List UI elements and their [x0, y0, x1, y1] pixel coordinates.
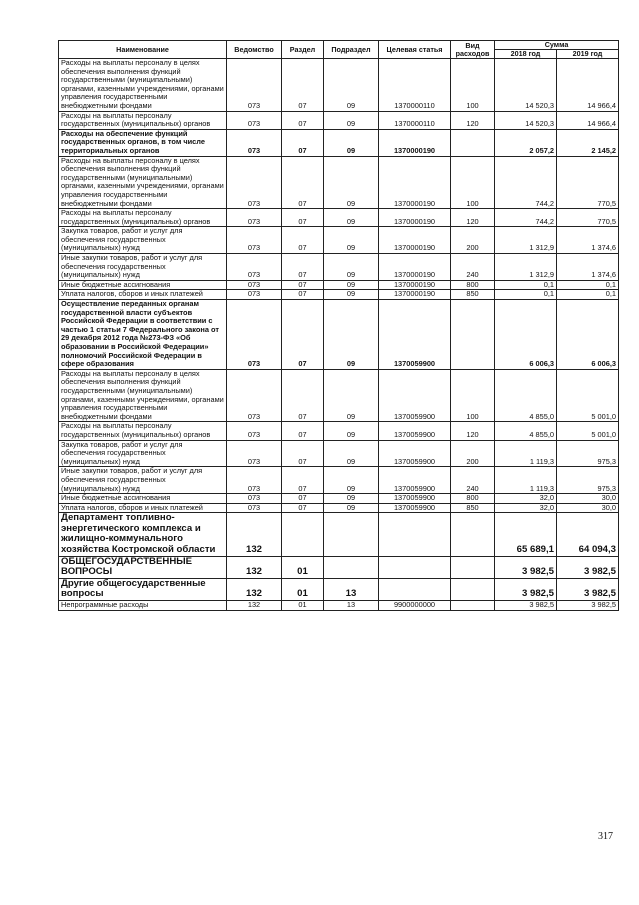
row-razdel	[282, 513, 324, 556]
row-sum-2019: 770,5	[557, 156, 619, 209]
row-razdel: 07	[282, 369, 324, 422]
table-row	[59, 369, 619, 422]
row-sum-2018: 1 312,9	[495, 227, 557, 254]
row-sum-2018: 14 520,3	[495, 59, 557, 112]
row-razdel: 07	[282, 503, 324, 513]
row-razdel: 07	[282, 156, 324, 209]
row-sum-2019: 0,1	[557, 290, 619, 300]
row-razdel: 07	[282, 440, 324, 467]
row-vid-rashodov: 240	[451, 254, 495, 281]
row-sum-2019: 30,0	[557, 503, 619, 513]
row-tselevaya-statya: 1370059900	[379, 369, 451, 422]
row-podrazdel: 09	[324, 422, 379, 440]
row-tselevaya-statya: 1370000190	[379, 227, 451, 254]
row-name: Иные закупки товаров, работ и услуг для обеспечения государственных (муниципальных) нужд	[59, 254, 227, 281]
row-name: Иные бюджетные ассигнования	[59, 494, 227, 504]
row-tselevaya-statya: 1370059900	[379, 300, 451, 370]
row-name: Расходы на выплаты персоналу в целях обеспечения выполнения функций государственными (муниципальными) органами, казенными учреждениями, органами управления государственными внебюджетными фондами	[59, 156, 227, 209]
row-vedomstvo: 073	[227, 369, 282, 422]
table-row	[59, 129, 619, 156]
row-podrazdel: 09	[324, 254, 379, 281]
row-vedomstvo: 073	[227, 467, 282, 494]
row-tselevaya-statya	[379, 513, 451, 556]
row-sum-2019: 3 982,5	[557, 556, 619, 578]
row-vid-rashodov: 240	[451, 467, 495, 494]
row-sum-2018: 2 057,2	[495, 129, 557, 156]
row-vid-rashodov: 200	[451, 227, 495, 254]
row-vedomstvo: 073	[227, 254, 282, 281]
row-name: Расходы на выплаты персоналу государственных (муниципальных) органов	[59, 111, 227, 129]
row-tselevaya-statya: 1370059900	[379, 467, 451, 494]
row-podrazdel	[324, 513, 379, 556]
row-podrazdel: 09	[324, 156, 379, 209]
row-podrazdel: 09	[324, 280, 379, 290]
row-sum-2018: 0,1	[495, 280, 557, 290]
row-sum-2018: 3 982,5	[495, 601, 557, 611]
table-row	[59, 254, 619, 281]
table-row	[59, 494, 619, 504]
row-podrazdel: 09	[324, 503, 379, 513]
row-sum-2018: 1 119,3	[495, 440, 557, 467]
table-row	[59, 156, 619, 209]
table-row	[59, 59, 619, 112]
row-sum-2019: 3 982,5	[557, 578, 619, 600]
row-vid-rashodov: 100	[451, 369, 495, 422]
row-sum-2019: 1 374,6	[557, 227, 619, 254]
row-vid-rashodov: 100	[451, 59, 495, 112]
row-sum-2018: 65 689,1	[495, 513, 557, 556]
row-name: Иные закупки товаров, работ и услуг для обеспечения государственных (муниципальных) нужд	[59, 467, 227, 494]
table-row	[59, 300, 619, 370]
row-tselevaya-statya: 1370000110	[379, 59, 451, 112]
row-razdel: 07	[282, 494, 324, 504]
row-tselevaya-statya	[379, 578, 451, 600]
header-vedomstvo: Ведомство	[227, 41, 282, 59]
row-name: Расходы на выплаты персоналу в целях обеспечения выполнения функций государственными (муниципальными) органами, казенными учреждениями, органами управления государственными внебюджетными фондами	[59, 59, 227, 112]
row-vid-rashodov	[451, 300, 495, 370]
row-vid-rashodov	[451, 601, 495, 611]
row-razdel: 07	[282, 227, 324, 254]
row-tselevaya-statya: 1370000110	[379, 111, 451, 129]
row-vid-rashodov: 850	[451, 503, 495, 513]
row-name: Расходы на обеспечение функций государственных органов, в том числе территориальных органов	[59, 129, 227, 156]
row-podrazdel: 09	[324, 440, 379, 467]
row-podrazdel: 13	[324, 578, 379, 600]
row-podrazdel	[324, 556, 379, 578]
row-name: Расходы на выплаты персоналу в целях обеспечения выполнения функций государственными (муниципальными) органами, казенными учреждениями, органами управления государственными внебюджетными фондами	[59, 369, 227, 422]
row-podrazdel: 09	[324, 59, 379, 112]
row-sum-2019: 5 001,0	[557, 422, 619, 440]
row-tselevaya-statya: 1370000190	[379, 290, 451, 300]
row-vid-rashodov: 800	[451, 494, 495, 504]
header-summa: Сумма	[495, 41, 619, 50]
row-tselevaya-statya: 1370000190	[379, 156, 451, 209]
header-vid-rashodov: Вид расходов	[451, 41, 495, 59]
header-podrazdel: Подраздел	[324, 41, 379, 59]
row-name: Осуществление переданных органам государственной власти субъектов Российской Федерации в соответствии с частью 1 статьи 7 Федерального закона от 29 декабря 2012 года №273-ФЗ «Об образовании в Российской Федерации» полномочий Российской Федерации в сфере образования	[59, 300, 227, 370]
row-tselevaya-statya: 1370059900	[379, 494, 451, 504]
row-name: Расходы на выплаты персоналу государственных (муниципальных) органов	[59, 422, 227, 440]
row-vid-rashodov: 120	[451, 422, 495, 440]
row-podrazdel: 09	[324, 227, 379, 254]
row-vedomstvo: 132	[227, 556, 282, 578]
row-vedomstvo: 073	[227, 422, 282, 440]
row-tselevaya-statya: 1370000190	[379, 280, 451, 290]
row-sum-2018: 4 855,0	[495, 422, 557, 440]
table-row	[59, 601, 619, 611]
table-row	[59, 227, 619, 254]
row-vid-rashodov: 800	[451, 280, 495, 290]
row-razdel: 07	[282, 129, 324, 156]
row-podrazdel: 09	[324, 209, 379, 227]
row-podrazdel: 09	[324, 369, 379, 422]
row-tselevaya-statya: 1370059900	[379, 422, 451, 440]
row-podrazdel: 09	[324, 467, 379, 494]
row-sum-2019: 14 966,4	[557, 111, 619, 129]
row-vid-rashodov: 850	[451, 290, 495, 300]
header-tselevaya-statya: Целевая статья	[379, 41, 451, 59]
row-vid-rashodov: 200	[451, 440, 495, 467]
row-sum-2018: 0,1	[495, 290, 557, 300]
row-vid-rashodov	[451, 578, 495, 600]
row-vedomstvo: 073	[227, 209, 282, 227]
row-vid-rashodov	[451, 513, 495, 556]
row-razdel: 07	[282, 467, 324, 494]
row-vedomstvo: 073	[227, 300, 282, 370]
row-sum-2019: 14 966,4	[557, 59, 619, 112]
row-podrazdel: 09	[324, 494, 379, 504]
row-name: Непрограммные расходы	[59, 601, 227, 611]
row-name: Департамент топливно-энергетического комплекса и жилищно-коммунального хозяйства Костромской области	[59, 513, 227, 556]
table-body	[59, 59, 619, 611]
header-2018: 2018 год	[495, 50, 557, 59]
row-sum-2018: 14 520,3	[495, 111, 557, 129]
row-vedomstvo: 073	[227, 290, 282, 300]
row-name: Расходы на выплаты персоналу государственных (муниципальных) органов	[59, 209, 227, 227]
table-row	[59, 513, 619, 556]
row-podrazdel: 13	[324, 601, 379, 611]
row-vedomstvo: 073	[227, 503, 282, 513]
row-sum-2018: 744,2	[495, 209, 557, 227]
row-vedomstvo: 132	[227, 513, 282, 556]
row-tselevaya-statya: 1370000190	[379, 129, 451, 156]
row-sum-2018: 1 119,3	[495, 467, 557, 494]
row-tselevaya-statya: 1370059900	[379, 503, 451, 513]
row-podrazdel: 09	[324, 290, 379, 300]
row-name: Уплата налогов, сборов и иных платежей	[59, 503, 227, 513]
table-row	[59, 111, 619, 129]
row-razdel: 07	[282, 209, 324, 227]
row-sum-2018: 3 982,5	[495, 556, 557, 578]
row-vedomstvo: 073	[227, 156, 282, 209]
row-tselevaya-statya: 9900000000	[379, 601, 451, 611]
row-vedomstvo: 073	[227, 440, 282, 467]
table-row	[59, 467, 619, 494]
row-vid-rashodov	[451, 129, 495, 156]
row-sum-2018: 32,0	[495, 494, 557, 504]
row-sum-2018: 3 982,5	[495, 578, 557, 600]
row-podrazdel: 09	[324, 111, 379, 129]
row-sum-2019: 3 982,5	[557, 601, 619, 611]
row-podrazdel: 09	[324, 300, 379, 370]
row-vid-rashodov: 120	[451, 209, 495, 227]
row-sum-2018: 744,2	[495, 156, 557, 209]
row-razdel: 07	[282, 59, 324, 112]
row-sum-2019: 0,1	[557, 280, 619, 290]
row-razdel: 07	[282, 290, 324, 300]
budget-table	[58, 40, 619, 611]
row-podrazdel: 09	[324, 129, 379, 156]
header-razdel: Раздел	[282, 41, 324, 59]
row-razdel: 07	[282, 422, 324, 440]
row-sum-2019: 975,3	[557, 467, 619, 494]
row-razdel: 01	[282, 601, 324, 611]
row-name: Закупка товаров, работ и услуг для обеспечения государственных (муниципальных) нужд	[59, 227, 227, 254]
row-tselevaya-statya	[379, 556, 451, 578]
row-sum-2019: 2 145,2	[557, 129, 619, 156]
row-sum-2019: 1 374,6	[557, 254, 619, 281]
row-sum-2019: 770,5	[557, 209, 619, 227]
table-header	[59, 41, 619, 59]
row-vedomstvo: 132	[227, 578, 282, 600]
row-sum-2018: 6 006,3	[495, 300, 557, 370]
row-vedomstvo: 073	[227, 280, 282, 290]
header-2019: 2019 год	[557, 50, 619, 59]
row-razdel: 01	[282, 578, 324, 600]
row-name: Закупка товаров, работ и услуг для обеспечения государственных (муниципальных) нужд	[59, 440, 227, 467]
row-sum-2018: 1 312,9	[495, 254, 557, 281]
row-name: Иные бюджетные ассигнования	[59, 280, 227, 290]
row-vedomstvo: 073	[227, 129, 282, 156]
row-sum-2019: 5 001,0	[557, 369, 619, 422]
row-name: Другие общегосударственные вопросы	[59, 578, 227, 600]
row-sum-2018: 4 855,0	[495, 369, 557, 422]
row-name: ОБЩЕГОСУДАРСТВЕННЫЕ ВОПРОСЫ	[59, 556, 227, 578]
row-vedomstvo: 073	[227, 59, 282, 112]
row-sum-2019: 6 006,3	[557, 300, 619, 370]
row-vedomstvo: 073	[227, 227, 282, 254]
row-sum-2018: 32,0	[495, 503, 557, 513]
row-razdel: 01	[282, 556, 324, 578]
row-razdel: 07	[282, 300, 324, 370]
table-row	[59, 209, 619, 227]
page-number: 317	[598, 831, 613, 842]
row-sum-2019: 975,3	[557, 440, 619, 467]
row-tselevaya-statya: 1370059900	[379, 440, 451, 467]
row-razdel: 07	[282, 111, 324, 129]
row-sum-2019: 30,0	[557, 494, 619, 504]
row-razdel: 07	[282, 280, 324, 290]
row-tselevaya-statya: 1370000190	[379, 254, 451, 281]
table-row	[59, 556, 619, 578]
row-vedomstvo: 073	[227, 111, 282, 129]
row-vid-rashodov: 120	[451, 111, 495, 129]
row-vid-rashodov	[451, 556, 495, 578]
row-vedomstvo: 073	[227, 494, 282, 504]
row-sum-2019: 64 094,3	[557, 513, 619, 556]
table-row	[59, 440, 619, 467]
header-name: Наименование	[59, 41, 227, 59]
row-name: Уплата налогов, сборов и иных платежей	[59, 290, 227, 300]
row-razdel: 07	[282, 254, 324, 281]
table-row	[59, 422, 619, 440]
row-vid-rashodov: 100	[451, 156, 495, 209]
row-vedomstvo: 132	[227, 601, 282, 611]
row-tselevaya-statya: 1370000190	[379, 209, 451, 227]
table-row	[59, 578, 619, 600]
